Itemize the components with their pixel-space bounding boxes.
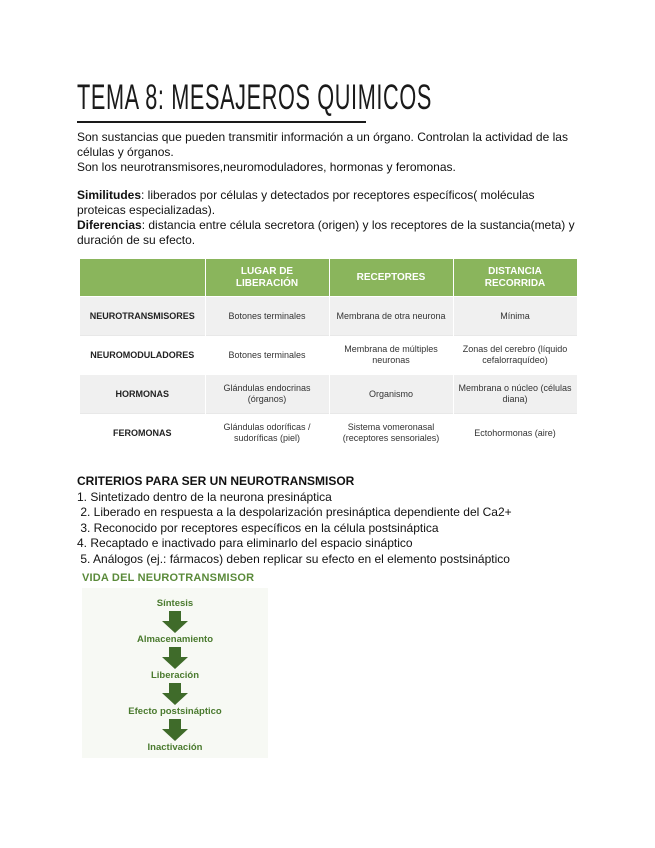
table-header-distancia: DISTANCIA RECORRIDA — [453, 259, 577, 297]
table-row — [80, 375, 577, 414]
down-arrow-icon — [162, 719, 188, 741]
intro-block — [77, 130, 577, 248]
similitudes-label: Similitudes — [77, 188, 142, 202]
step-efecto-postsinaptico: Efecto postsináptico — [128, 706, 222, 717]
down-arrow-icon — [162, 647, 188, 669]
life-diagram — [82, 588, 268, 758]
intro-line-1: Son sustancias que pueden transmitir información a un órgano. Controlan la actividad de las células y órganos. — [77, 130, 568, 159]
list-item: 2. Liberado en respuesta a la despolarización presináptica dependiente del Ca2+ — [77, 505, 512, 519]
similitudes-text: : liberados por células y detectados por receptores específicos( moléculas proteicas especializadas). — [77, 188, 535, 217]
step-liberacion: Liberación — [150, 670, 200, 681]
step-almacenamiento: Almacenamiento — [136, 634, 214, 645]
intro-line-2: Son los neurotransmisores,neuromoduladores, hormonas y feromonas. — [77, 160, 456, 174]
list-item: 5. Análogos (ej.: fármacos) deben replicar su efecto en el elemento postsináptico — [77, 551, 510, 566]
table-cell: NEUROTRANSMISORES — [80, 297, 205, 336]
table-cell: FEROMONAS — [80, 414, 205, 453]
table-cell: Sistema vomeronasal (receptores sensoriales) — [329, 414, 453, 453]
diferencias-paragraph — [77, 218, 577, 248]
table-cell: Membrana de múltiples neuronas — [329, 336, 453, 375]
table-cell: Botones terminales — [205, 336, 329, 375]
table-cell: HORMONAS — [80, 375, 205, 414]
criteria-section — [77, 474, 597, 567]
table-header-receptores: RECEPTORES — [329, 259, 453, 297]
table-row — [80, 297, 577, 336]
page-title: TEMA 8: MESAJEROS QUIMICOS — [77, 78, 432, 117]
table-header-empty — [80, 259, 205, 297]
criteria-heading: CRITERIOS PARA SER UN NEUROTRANSMISOR — [77, 474, 355, 488]
table-cell: Membrana de otra neurona — [329, 297, 453, 336]
list-item: 3. Reconocido por receptores específicos en la célula postsináptica — [77, 520, 439, 535]
table-row — [80, 336, 577, 375]
table-row — [80, 414, 577, 453]
criteria-list — [77, 490, 597, 568]
table-cell: Glándulas endocrinas (órganos) — [205, 375, 329, 414]
list-item: 1. Sintetizado dentro de la neurona presináptica — [77, 489, 332, 504]
table-header-row — [80, 259, 577, 297]
similitudes-paragraph — [77, 188, 577, 218]
table-cell: Membrana o núcleo (células diana) — [453, 375, 577, 414]
step-inactivacion: Inactivación — [147, 742, 203, 753]
step-sintesis: Síntesis — [156, 598, 194, 609]
table-cell: Zonas del cerebro (líquido cefalorraquídeo) — [453, 336, 577, 375]
diferencias-text: : distancia entre célula secretora (origen) y los receptores de la sustancia(meta) y duración de su efecto. — [77, 218, 575, 247]
table-cell: NEUROMODULADORES — [80, 336, 205, 375]
list-item: 4. Recaptado e inactivado para eliminarlo del espacio sináptico — [77, 536, 413, 550]
table-cell: Mínima — [453, 297, 577, 336]
diferencias-label: Diferencias — [77, 218, 142, 232]
table-cell: Glándulas odoríficas / sudoríficas (piel) — [205, 414, 329, 453]
table-header-lugar: LUGAR DE LIBERACIÓN — [205, 259, 329, 297]
down-arrow-icon — [162, 683, 188, 705]
table-cell: Ectohormonas (aire) — [453, 414, 577, 453]
table-cell: Botones terminales — [205, 297, 329, 336]
down-arrow-icon — [162, 611, 188, 633]
life-diagram-title: VIDA DEL NEUROTRANSMISOR — [82, 572, 255, 584]
title-underline — [77, 121, 366, 123]
messengers-table — [80, 259, 577, 452]
table-cell: Organismo — [329, 375, 453, 414]
